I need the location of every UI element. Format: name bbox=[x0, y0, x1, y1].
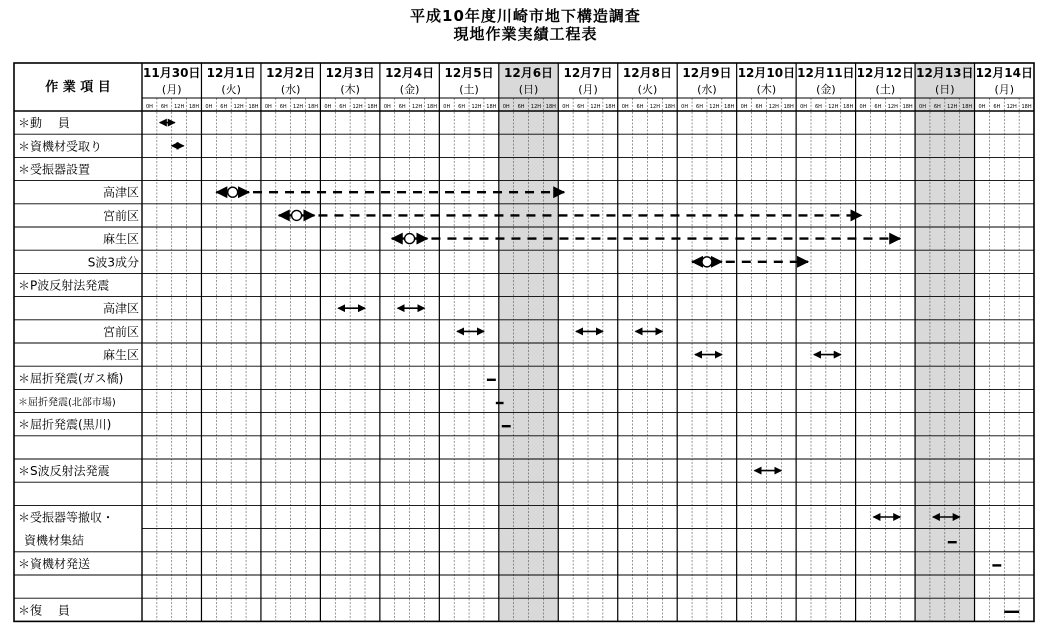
row-label: 麻生区 bbox=[102, 232, 139, 247]
hour-label: 0H bbox=[324, 104, 332, 110]
day-date: 12月2日 bbox=[266, 66, 316, 80]
hour-label: 0H bbox=[978, 104, 986, 110]
hour-label: 0H bbox=[740, 104, 748, 110]
hour-label: 12H bbox=[352, 104, 363, 110]
day-date: 12月10日 bbox=[737, 66, 796, 80]
row-label: 宮前区 bbox=[102, 324, 139, 339]
hour-label: 18H bbox=[426, 104, 437, 110]
hour-label: 18H bbox=[724, 104, 735, 110]
hour-label: 12H bbox=[709, 104, 720, 110]
day-date: 12月13日 bbox=[916, 66, 974, 80]
hour-label: 0H bbox=[562, 104, 570, 110]
hour-label: 18H bbox=[248, 104, 259, 110]
day-weekday: (日) bbox=[935, 83, 955, 96]
hour-label: 6H bbox=[279, 104, 287, 110]
day-date: 12月14日 bbox=[975, 66, 1033, 80]
hour-label: 6H bbox=[517, 104, 525, 110]
row-label: ＊資機材受取り bbox=[18, 139, 103, 154]
day-weekday: (火) bbox=[637, 83, 658, 96]
hour-label: 12H bbox=[293, 104, 304, 110]
hour-label: 12H bbox=[530, 104, 542, 110]
day-date: 12月1日 bbox=[206, 66, 256, 80]
day-weekday: (月) bbox=[161, 83, 182, 96]
hour-label: 6H bbox=[220, 104, 228, 110]
hour-label: 0H bbox=[919, 104, 926, 110]
start-circle-marker bbox=[228, 187, 238, 197]
hour-label: 6H bbox=[814, 104, 822, 110]
hour-label: 18H bbox=[307, 104, 319, 110]
hour-label: 6H bbox=[458, 104, 466, 110]
hour-label: 12H bbox=[768, 104, 779, 110]
hour-label: 6H bbox=[636, 104, 644, 110]
hour-label: 6H bbox=[398, 104, 406, 110]
hour-label: 18H bbox=[545, 104, 556, 110]
row-label: ＊S波反射法発震 bbox=[18, 464, 110, 479]
hour-label: 12H bbox=[887, 104, 898, 110]
day-date: 12月9日 bbox=[682, 66, 732, 80]
hour-label: 12H bbox=[1006, 104, 1017, 110]
day-weekday: (土) bbox=[875, 83, 896, 96]
day-weekday: (土) bbox=[459, 83, 479, 96]
row-label: ＊屈折発震(ガス橋) bbox=[18, 371, 124, 386]
row-label: ＊資機材発送 bbox=[18, 556, 91, 571]
day-weekday: (木) bbox=[756, 83, 777, 96]
hour-label: 0H bbox=[502, 104, 510, 110]
hour-label: 0H bbox=[681, 104, 689, 110]
row-label: 資機材集結 bbox=[24, 533, 85, 548]
row-label: 宮前区 bbox=[102, 208, 139, 223]
day-weekday: (水) bbox=[697, 83, 717, 96]
hour-label: 12H bbox=[411, 104, 423, 110]
hour-label: 18H bbox=[1021, 104, 1032, 110]
hour-label: 6H bbox=[696, 104, 703, 110]
day-weekday: (月) bbox=[994, 83, 1015, 96]
row-label: ＊動 員 bbox=[18, 116, 70, 131]
hour-label: 6H bbox=[339, 104, 347, 110]
hour-label: 0H bbox=[205, 104, 213, 110]
row-label: ＊受振器等撤収・ bbox=[18, 510, 115, 525]
start-circle-marker bbox=[702, 257, 712, 267]
item-header: 作 業 項 目 bbox=[45, 80, 111, 95]
day-date: 12月12日 bbox=[856, 66, 915, 80]
hour-label: 0H bbox=[443, 104, 451, 110]
day-date: 12月11日 bbox=[797, 66, 855, 80]
day-date: 12月3日 bbox=[325, 66, 375, 80]
hour-label: 6H bbox=[160, 104, 168, 110]
hour-label: 12H bbox=[590, 104, 601, 110]
sunday-shade bbox=[915, 63, 974, 621]
hour-label: 6H bbox=[755, 104, 763, 110]
hour-label: 18H bbox=[783, 104, 794, 110]
day-weekday: (金) bbox=[816, 83, 836, 96]
row-label: ＊受振器設置 bbox=[18, 162, 91, 177]
day-weekday: (木) bbox=[340, 83, 360, 96]
day-weekday: (日) bbox=[518, 83, 539, 96]
row-label: S波3成分 bbox=[87, 255, 139, 270]
day-weekday: (水) bbox=[280, 83, 301, 96]
day-date: 12月8日 bbox=[622, 66, 672, 80]
hour-label: 12H bbox=[649, 104, 660, 110]
row-label: 麻生区 bbox=[102, 348, 139, 363]
day-date: 12月6日 bbox=[504, 66, 554, 80]
hour-label: 18H bbox=[664, 104, 675, 110]
row-label: ＊屈折発震(黒川) bbox=[18, 417, 112, 432]
start-circle-marker bbox=[292, 210, 302, 220]
hour-label: 0H bbox=[145, 104, 153, 110]
row-label: ＊復 員 bbox=[18, 603, 70, 618]
hour-label: 12H bbox=[233, 104, 244, 110]
hour-label: 18H bbox=[188, 104, 200, 110]
report-title: 平成10年度川崎市地下構造調査 bbox=[410, 7, 641, 25]
day-date: 12月7日 bbox=[563, 66, 613, 80]
hour-label: 6H bbox=[993, 104, 1001, 110]
hour-label: 6H bbox=[874, 104, 882, 110]
hour-label: 6H bbox=[577, 104, 585, 110]
day-weekday: (火) bbox=[221, 83, 241, 96]
hour-label: 0H bbox=[800, 104, 808, 110]
start-circle-marker bbox=[405, 234, 415, 244]
hour-label: 12H bbox=[947, 104, 958, 110]
hour-label: 12H bbox=[174, 104, 185, 110]
hour-label: 18H bbox=[367, 104, 378, 110]
day-date: 12月5日 bbox=[444, 66, 494, 80]
hour-label: 12H bbox=[828, 104, 839, 110]
hour-label: 6H bbox=[933, 104, 941, 110]
report-subtitle: 現地作業実績工程表 bbox=[453, 25, 598, 43]
row-label: ＊屈折発震(北部市場) bbox=[18, 397, 116, 409]
day-date: 11月30日 bbox=[143, 66, 201, 80]
row-label: 高津区 bbox=[102, 301, 139, 316]
hour-label: 0H bbox=[859, 104, 867, 110]
hour-label: 0H bbox=[621, 104, 629, 110]
hour-label: 18H bbox=[486, 104, 497, 110]
sunday-shade bbox=[499, 63, 558, 621]
hour-label: 18H bbox=[843, 104, 854, 110]
hour-label: 0H bbox=[264, 104, 272, 110]
day-weekday: (金) bbox=[399, 83, 420, 96]
hour-label: 18H bbox=[605, 104, 616, 110]
hour-label: 0H bbox=[383, 104, 391, 110]
hour-label: 18H bbox=[902, 104, 913, 110]
day-date: 12月4日 bbox=[385, 66, 435, 80]
hour-label: 12H bbox=[471, 104, 482, 110]
day-weekday: (月) bbox=[578, 83, 598, 96]
row-label: ＊P波反射法発震 bbox=[18, 278, 110, 293]
row-label: 高津区 bbox=[102, 185, 139, 200]
hour-label: 18H bbox=[962, 104, 973, 110]
